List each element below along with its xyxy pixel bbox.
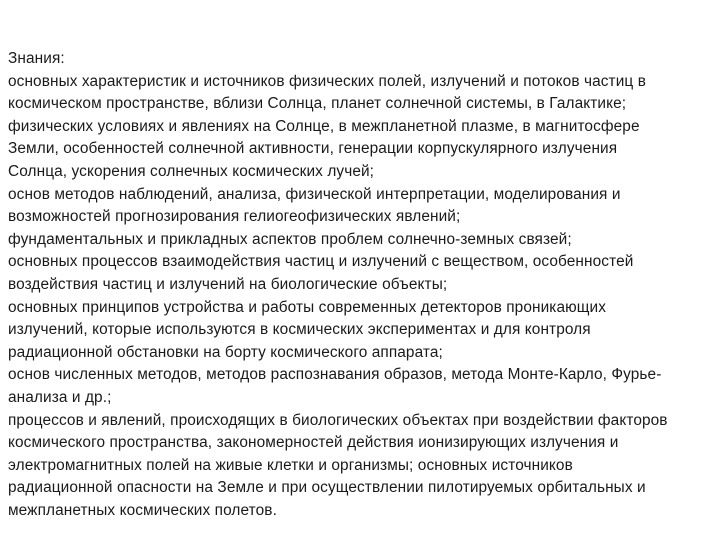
text-line: основных процессов взаимодействия частиц и излучений с веществом, особенностей (8, 253, 634, 271)
text-line: Земли, особенностей солнечной активности, генерации корпускулярного излучения (8, 140, 618, 158)
text-line: основ численных методов, методов распознавания образов, метода Монте-Карло, Фурье- (8, 366, 662, 384)
text-line: электромагнитных полей на живые клетки и организмы; основных источников (8, 456, 573, 474)
text-line: анализа и др.; (8, 388, 112, 406)
text-line: космического пространства, закономерностей действия ионизирующих излучения и (8, 434, 619, 452)
text-line: основ методов наблюдений, анализа, физической интерпретации, моделирования и (8, 185, 621, 203)
text-line: Солнца, ускорения солнечных космических лучей; (8, 162, 375, 180)
text-line: основных принципов устройства и работы современных детекторов проникающих (8, 298, 607, 316)
text-line: воздействия частиц и излучений на биологические объекты; (8, 275, 448, 293)
text-line: возможностей прогнозирования гелиогеофизических явлений; (8, 208, 461, 226)
text-line: межпланетных космических полетов. (8, 501, 277, 519)
text-line: процессов и явлений, происходящих в биологических объектах при воздействии факторов (8, 411, 668, 429)
text-line: физических условиях и явлениях на Солнце, в межпланетной плазме, в магнитосфере (8, 117, 640, 135)
text-line: космическом пространстве, вблизи Солнца, планет солнечной системы, в Галактике; (8, 95, 627, 113)
text-line: излучений, которые используются в космических экспериментах и для контроля (8, 321, 591, 339)
text-line-heading: Знания: (8, 50, 65, 67)
text-line: радиационной обстановки на борту космического аппарата; (8, 343, 443, 361)
text-line: радиационной опасности на Земле и при осуществлении пилотируемых орбитальных и (8, 479, 646, 497)
text-line: фундаментальных и прикладных аспектов проблем солнечно-земных связей; (8, 230, 572, 248)
text-line: основных характеристик и источников физических полей, излучений и потоков частиц в (8, 72, 646, 90)
text-block (8, 48, 714, 522)
